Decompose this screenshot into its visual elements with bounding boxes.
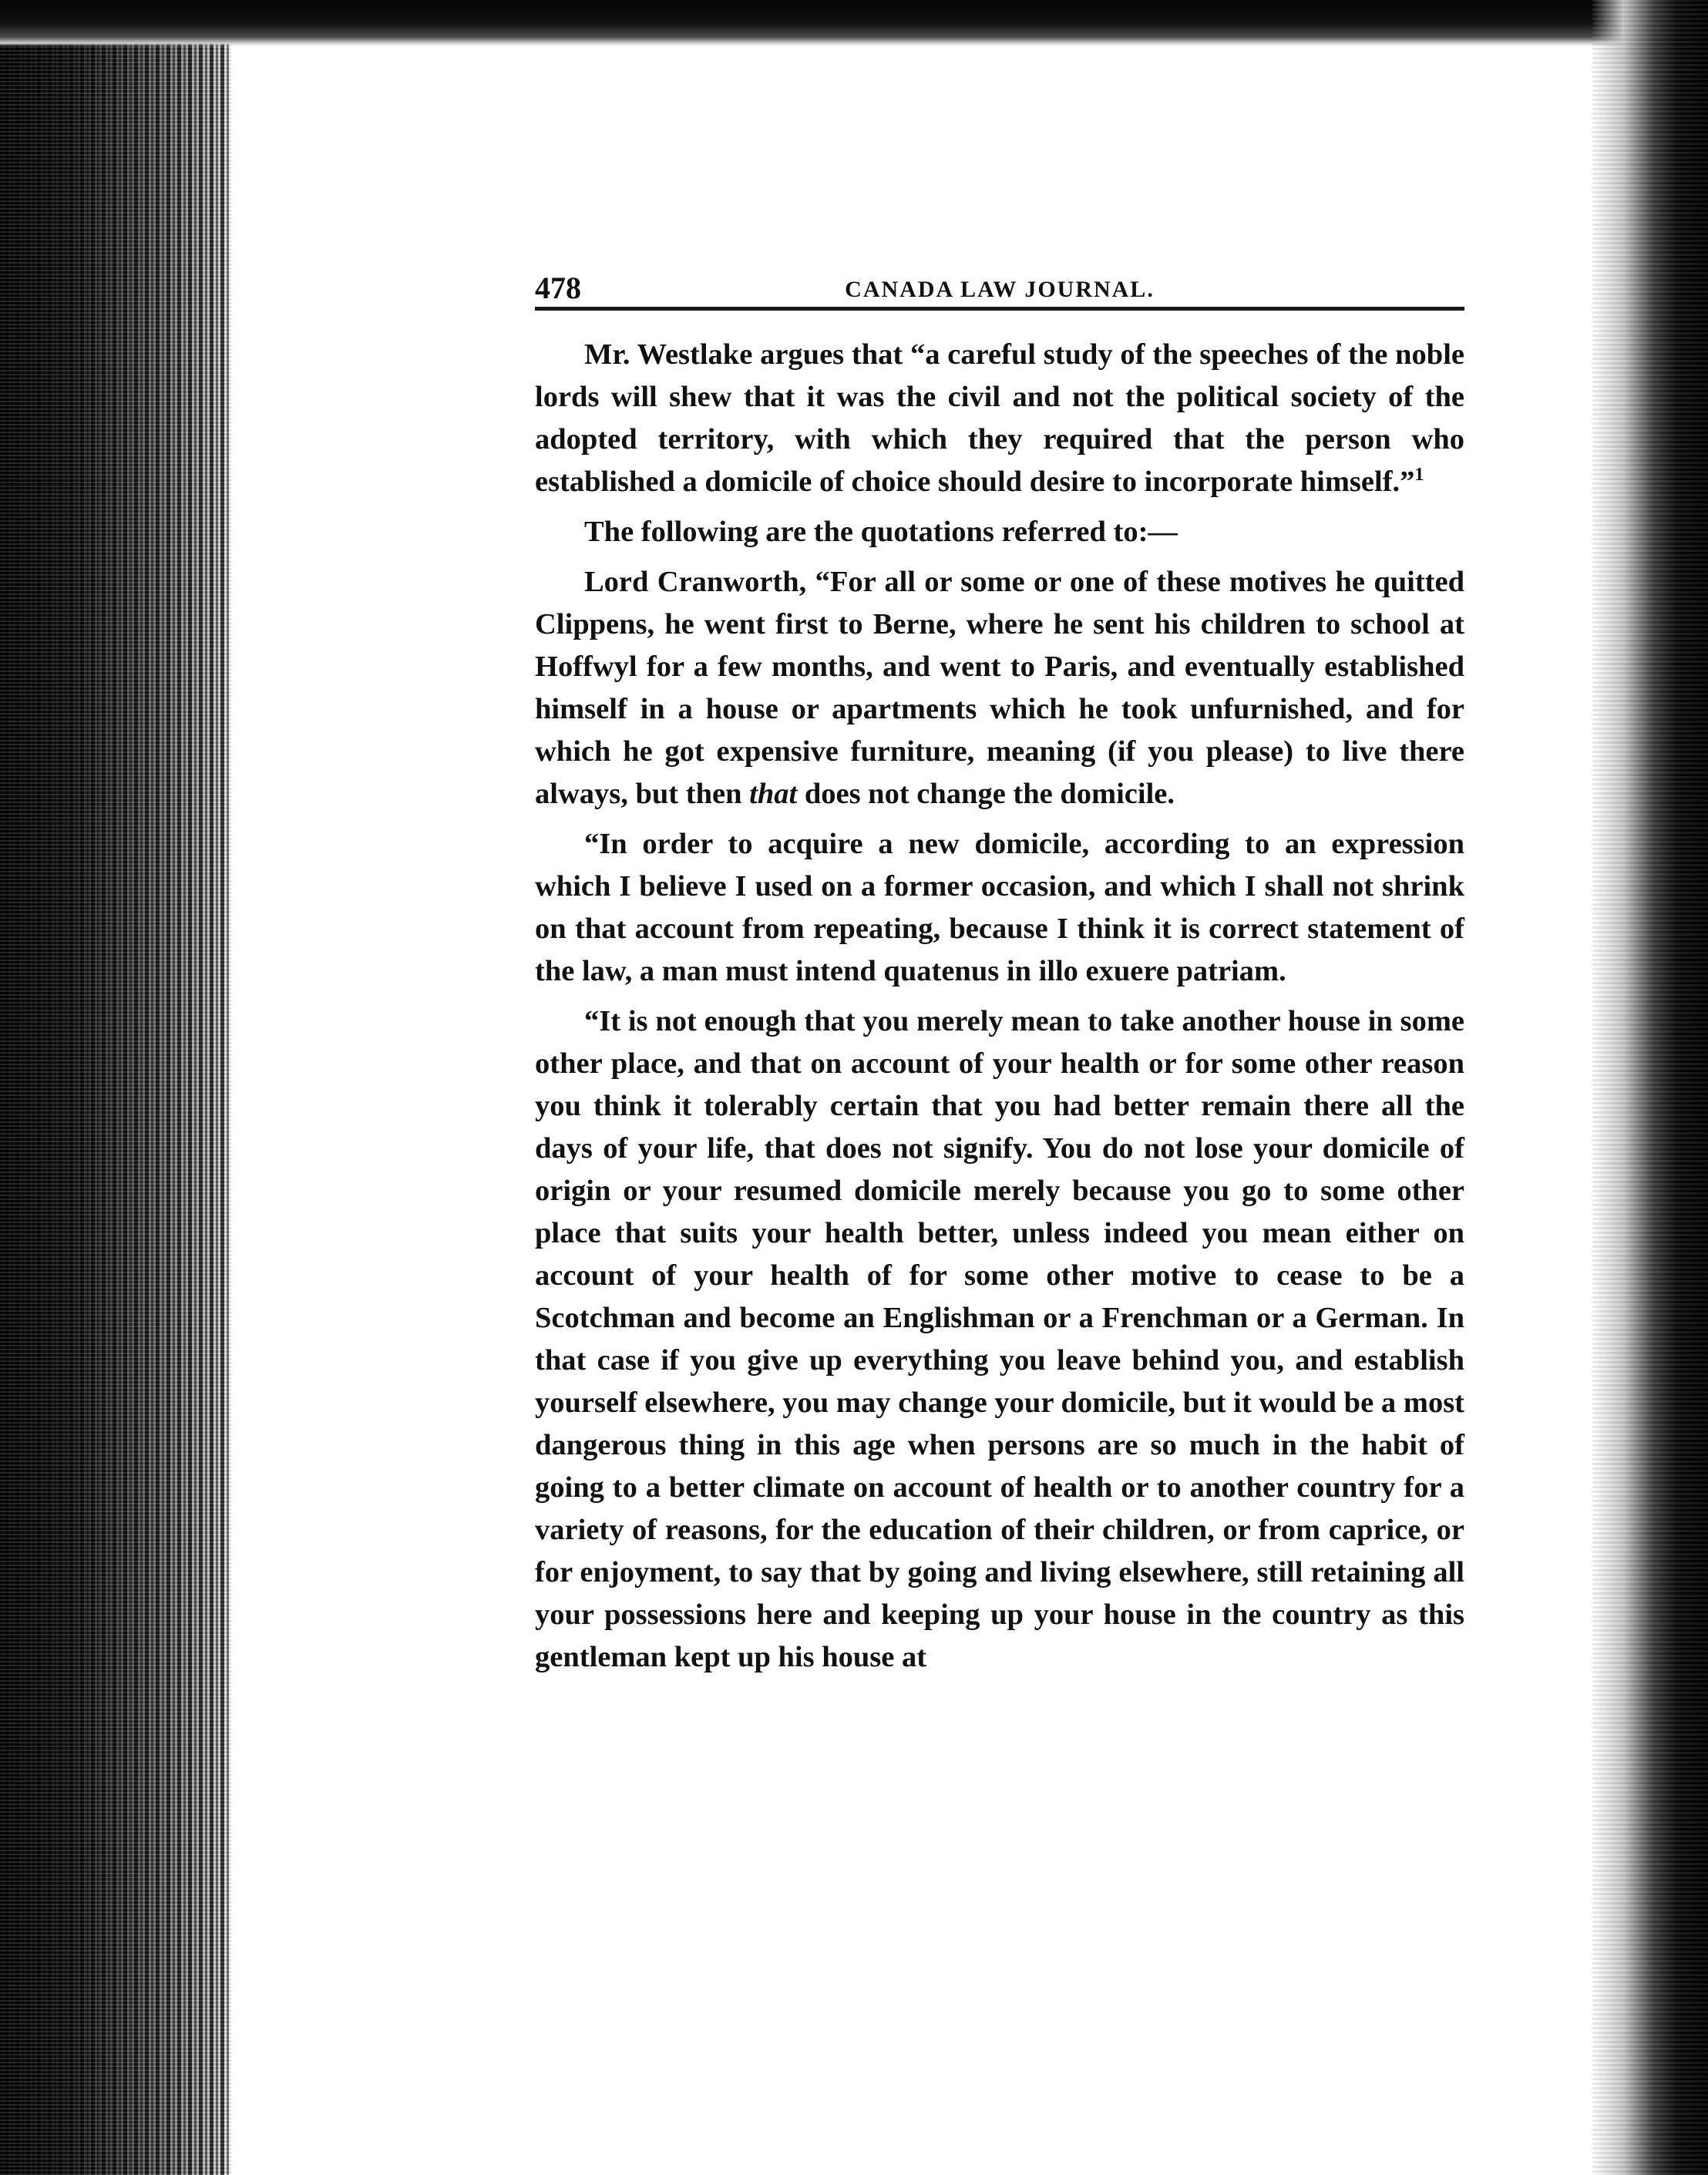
paragraph-not-enough: “It is not enough that you merely mean to take another house in some other place, and that on account of your health or for some other reason you think it tolerably certain that you had better remain there all the days of your life, that does not signify. You do not lose your domicile of origin or your resumed domicile merely because you go to some other place that suits your health better, unless indeed you mean either on account of your health of for some other motive to cease to be a Scotchman and become an Englishman or a Frenchman or a German. In that case if you give up everything you leave behind you, and establish yourself elsewhere, you may change your domicile, but it would be a most dangerous thing in this age when persons are so much in the habit of going to a better climate on account of health or to another country for a variety of reasons, for the education of their children, or from caprice, or for enjoyment, to say that by going and living elsewhere, still retaining all your possessions here and keeping up your house in the country as this gentleman kept up his house at	[535, 1005, 1464, 1673]
scan-right-edge	[1592, 0, 1708, 2175]
paragraph-westlake-text: Mr. Westlake argues that “a careful study of the speeches of the noble lords will shew that it was the civil and not the political society of the adopted territory, with which they required that the person who established a domicile of choice should desire to incorporate himself.”	[535, 338, 1464, 498]
cranworth-text-a: Lord Cranworth, “For all or some or one of these motives he quitted Clippens, he went first to Berne, where he sent his children to school at Hoffwyl for a few months, and went to Paris, and eventually established himself in a house or apartments which he took unfurnished, and for which he got expensive furniture, meaning (if you please) to live there always, but then	[535, 566, 1464, 810]
scan-binding-edge	[0, 0, 231, 2175]
journal-title: CANADA LAW JOURNAL.	[845, 277, 1155, 302]
paragraph-new-domicile: “In order to acquire a new domicile, according to an expression which I believe I used on a former occasion, and which I shall not shrink on that account from repeating, because I think it is correct statement of the law, a man must intend quatenus in illo exuere patriam.	[535, 828, 1464, 987]
cranworth-text-b: does not change the domicile.	[797, 778, 1175, 810]
paragraph-quotations-intro: The following are the quotations referred to:—	[584, 516, 1178, 548]
running-head	[535, 270, 1464, 311]
page-content	[535, 270, 1464, 1679]
page-number: 478	[535, 271, 581, 305]
paragraph-westlake	[535, 334, 1464, 503]
cranworth-italic-word: that	[749, 778, 798, 810]
footnote-mark: 1	[1414, 465, 1424, 486]
scan-top-edge	[0, 0, 1708, 46]
paragraph-lord-cranworth	[535, 561, 1464, 815]
